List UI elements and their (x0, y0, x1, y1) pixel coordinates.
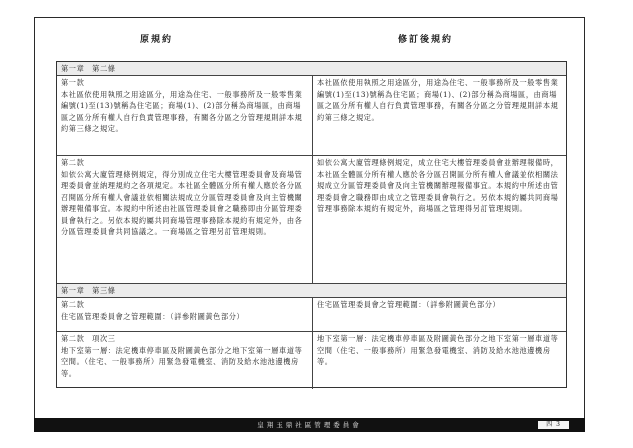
original-cell (57, 156, 313, 283)
clause-text: 地下室第一層：法定機車停車區及附圖黃色部分之地下室第一層車道等空間。（住宅、一般事務所）用緊急發電機室、消防及給水池池邊機房等。 (61, 345, 303, 378)
revised-cell (313, 298, 566, 331)
clause-text: 本社區依使用執照之用途區分，用途為住宅、一般事務所及一般零售業編號(1)至(13)號稱為住宅區；商場(1)、(2)部分稱為商場區，由商場區之區分所有權人自行負責管理事務，有關各分區之分管理規則詳本規約第三條之規定。 (317, 78, 559, 122)
page-number: 四 3 (538, 421, 569, 429)
revised-cell (313, 332, 566, 389)
revised-cell (313, 156, 566, 283)
clause-text: 地下室第一層：法定機車停車區及附圖黃色部分之地下室第一層車道等空間（住宅、一般事務所）用緊急發電機室、消防及給水池池邊機房等。 (317, 334, 559, 366)
revised-cell (313, 76, 566, 155)
footer-title: 皇翔玉鼎社區管理委員會 (257, 421, 362, 429)
comparison-table (56, 61, 567, 388)
table-row (57, 156, 566, 284)
clause-label: 第二款 項次三 (61, 334, 116, 343)
table-row (57, 298, 566, 332)
table-row (57, 332, 566, 389)
chapter-row (57, 284, 566, 298)
chapter-row (57, 62, 566, 76)
chapter-label: 第一章 第二條 (61, 64, 116, 73)
original-cell (57, 76, 313, 155)
clause-label: 第二款 (61, 158, 85, 167)
clause-label: 第一款 (61, 78, 85, 87)
table-row (57, 76, 566, 156)
clause-text: 住宅區管理委員會之管理範圍：（詳參附圖黃色部分） (317, 300, 501, 309)
original-cell (57, 298, 313, 331)
revised-column-header: 修訂後規約 (398, 35, 454, 45)
clause-text: 如依公寓大廈管理條例規定，成立住宅大樓管理委員會並辦理報備時，本社區全體區分所有權人應於各分區召開區分所有權人會議並依相關法規成立分區管理委員會及向主管機關辦理報備事宜。本規約中所述由管理委員會之職務即由成立之管理委員會執行之。另依本規約屬共同商場管理事務除本規約有規定外，商場區之管理得另訂管理規則。 (317, 158, 559, 213)
chapter-label: 第一章 第三條 (61, 286, 116, 295)
clause-label: 第二款 (61, 300, 85, 309)
clause-text: 住宅區管理委員會之管理範圍：（詳參附圖黃色部分） (61, 311, 245, 321)
page-footer (34, 418, 585, 432)
original-cell (57, 332, 313, 389)
clause-text: 本社區依使用執照之用途區分，用途為住宅、一般事務所及一般零售業編號(1)至(13)號稱為住宅區；商場(1)、(2)部分稱為商場區，由商場區之區分所有權人自行負責管理事務，有關各分區之分管理規則詳本規約第三條之規定。 (61, 89, 303, 133)
original-column-header: 原規約 (140, 35, 174, 45)
clause-text: 如依公寓大廈管理條例規定，得分別成立住宅大樓管理委員會及商場管理委員會並納理規約之各項規定。本社區全體區分所有權人應於各分區召開區分所有權人會議並依相關法規成立分區管理委員會及向主管機關辦理報備事宜。本規約中所述由社區管理委員會之職務即由分區管理委員會執行之。另依本規約屬共同商場管理事務除本規約有規定外，由各分區管理委員會共同協議之。一商場區之管理另訂管理規則。 (61, 169, 303, 236)
